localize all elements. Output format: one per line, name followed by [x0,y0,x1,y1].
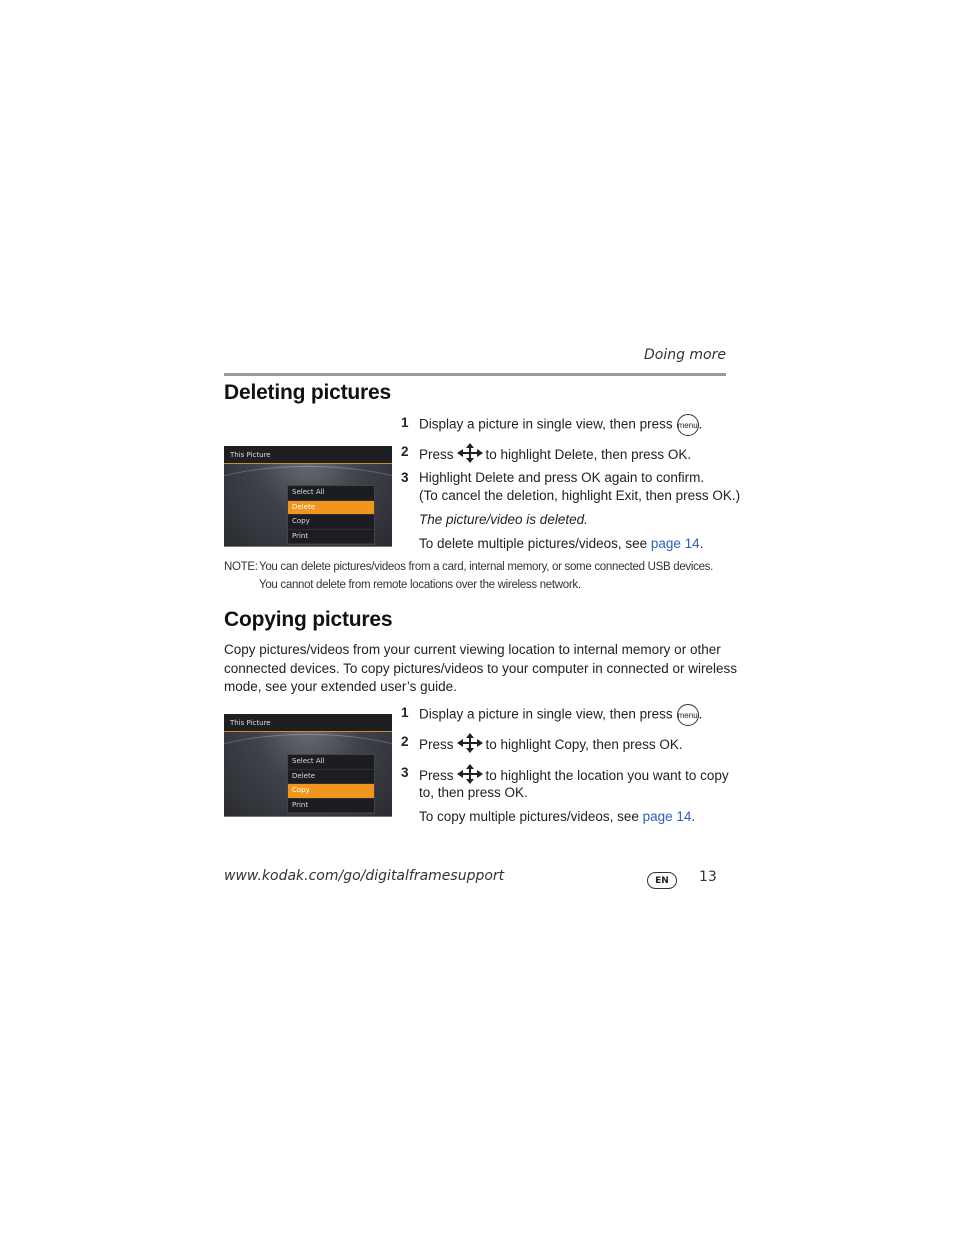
step-2-press: Press [419,737,454,753]
step-text [419,733,683,758]
delete-multiple-text [419,535,703,554]
copy-step-1 [401,704,731,724]
en-language-icon: EN [647,872,677,889]
step-number: 2 [401,444,409,459]
copy-intro-line-2: connected devices. To copy pictures/videos to your computer in connected or wireless [224,660,738,676]
step-3-line-2: to, then press OK. [419,785,528,800]
step-1-text: Display a picture in single view, then press [419,706,673,722]
step-2-press: Press [419,447,454,463]
step-1-end: . [698,416,703,432]
footer-url: www.kodak.com/go/digitalframesupport [224,868,505,884]
step-3-press: Press [419,768,454,784]
step-1-end: . [698,706,703,722]
note-line-1: You can delete pictures/videos from a card, internal memory, or some connected USB devices. [259,561,714,573]
copy-step-2 [401,733,731,753]
screen-menu-item: Select All [288,486,374,501]
screen-menu-item: Print [288,799,374,814]
step-3-line-2: (To cancel the deletion, highlight Exit, then press OK.) [419,488,741,503]
header-rule [224,373,726,376]
deleting-pictures-heading: Deleting pictures [224,381,391,404]
copy-intro-line-3: mode, see your extended user’s guide. [224,679,457,694]
screen-menu-item: Delete [288,770,374,785]
delete-multiple-end: . [699,536,704,551]
copy-step-3 [401,764,731,804]
delete-step-2 [401,443,731,463]
step-2-text: to highlight Delete, then press OK. [485,447,692,463]
page-number: 13 [699,869,717,885]
screen-menu-item-selected: Delete [288,501,374,516]
delete-multiple-lead: To delete multiple pictures/videos, see [419,536,651,551]
menu-button-icon: menu [677,414,699,436]
screen-menu [287,754,375,814]
screen-menu-item: Copy [288,515,374,530]
four-way-arrows-icon [457,443,483,468]
step-number: 3 [401,765,409,780]
step-2-text: to highlight Copy, then press OK. [485,737,683,753]
screen-menu-item: Select All [288,755,374,770]
page-14-link[interactable]: page 14 [642,809,692,824]
delete-note [224,558,724,598]
four-way-arrows-icon [457,733,483,758]
note-line-2: You cannot delete from remote locations over the wireless network. [259,579,581,591]
menu-button-icon: menu [677,704,699,726]
screen-menu-item: Print [288,530,374,545]
step-number: 1 [401,415,409,430]
delete-result-text: The picture/video is deleted. [419,512,588,527]
step-number: 2 [401,734,409,749]
step-3-line-1: Highlight Delete and press OK again to confirm. [419,470,705,485]
screen-title-bar: This Picture [224,714,392,732]
step-3-text: to highlight the location you want to copy [485,768,729,784]
delete-screen-image [224,446,392,547]
copy-multiple-lead: To copy multiple pictures/videos, see [419,809,643,824]
step-number: 1 [401,705,409,720]
step-text [419,414,702,436]
copying-pictures-heading: Copying pictures [224,608,393,631]
step-text [419,704,702,726]
copy-screen-image [224,714,392,817]
section-label: Doing more [643,347,726,363]
note-label: NOTE: [224,561,258,573]
step-text [419,443,691,468]
page-14-link[interactable]: page 14 [650,536,700,551]
copy-intro [224,641,738,697]
screen-menu [287,485,375,545]
step-1-text: Display a picture in single view, then press [419,416,673,432]
delete-step-3 [401,469,741,509]
copy-intro-line-1: Copy pictures/videos from your current viewing location to internal memory or other [224,642,721,657]
delete-step-1 [401,414,731,434]
copy-multiple-text [419,808,695,827]
copy-multiple-end: . [691,809,696,824]
screen-menu-item-selected: Copy [288,784,374,799]
screen-title-bar: This Picture [224,446,392,464]
step-number: 3 [401,470,409,485]
